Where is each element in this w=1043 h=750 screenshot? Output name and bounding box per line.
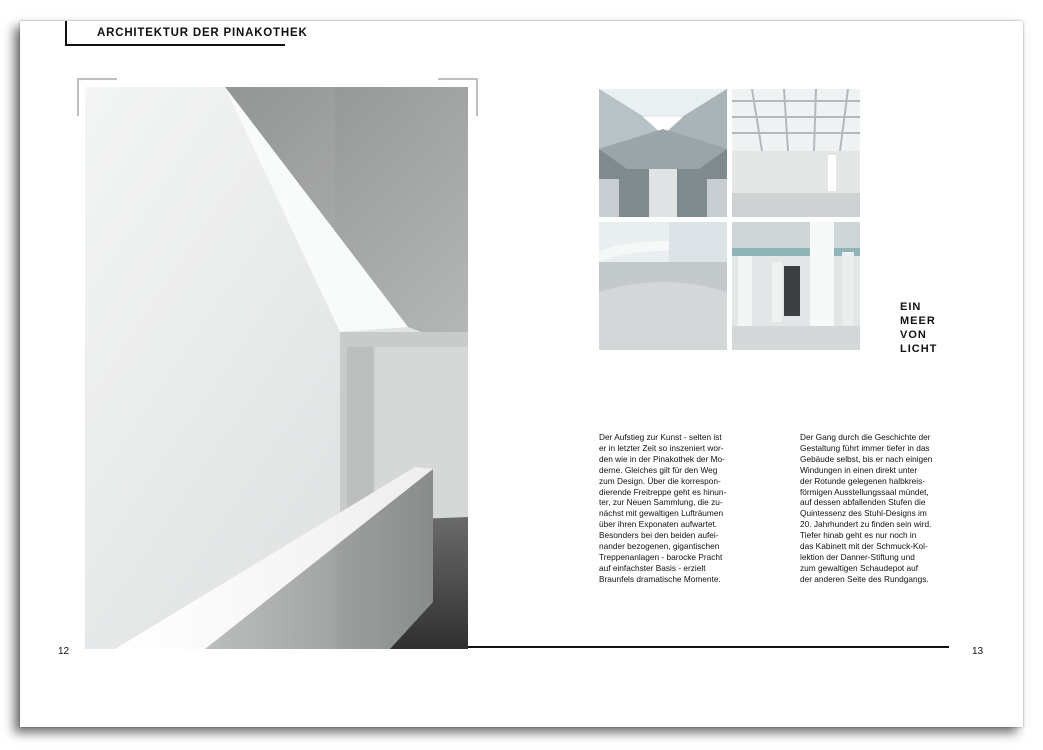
text-line: Braunfels dramatische Momente. bbox=[599, 573, 721, 584]
article-column-1 bbox=[599, 432, 732, 585]
text-line: Gestaltung führt immer tiefer in das bbox=[800, 442, 930, 453]
text-line: auf einfachster Basis - erzielt bbox=[599, 562, 706, 573]
text-line: 20. Jahrhundert zu finden sein wird. bbox=[800, 519, 932, 530]
page-number-left: 12 bbox=[58, 646, 70, 657]
text-line: der anderen Seite des Rundgangs. bbox=[800, 573, 929, 584]
text-line: lektion der Danner-Stiftung und bbox=[800, 551, 915, 562]
text-line: zum Design. Über die korrespon- bbox=[599, 475, 721, 486]
thumbnail-skylight-beams bbox=[599, 89, 727, 217]
text-line: Der Gang durch die Geschichte der bbox=[800, 432, 931, 442]
hero-photo-staircase bbox=[85, 87, 468, 649]
thumbnail-rotunda-curves bbox=[599, 222, 727, 350]
text-line: über ihren Exponaten aufwartet. bbox=[599, 519, 718, 530]
text-line: Der Aufstieg zur Kunst - selten ist bbox=[599, 432, 722, 442]
header-title bbox=[65, 21, 308, 46]
text-line: Quintessenz des Stuhl-Designs im bbox=[800, 508, 927, 519]
header-title-text: ARCHITEKTUR DER PINAKOTHEK bbox=[97, 27, 308, 39]
text-line: Tiefer hinab geht es nur noch in bbox=[800, 530, 917, 541]
text-line: der Rotunde gelegenen halbkreis- bbox=[800, 475, 926, 486]
text-line: dierende Freitreppe geht es hinun- bbox=[599, 486, 727, 497]
text-line: Besonders bei den beiden aufei- bbox=[599, 530, 719, 541]
text-line: auf dessen abfallenden Stufen die bbox=[800, 497, 926, 508]
text-line: zum gewaltigen Schaudepot auf bbox=[800, 562, 919, 573]
text-line: förmigen Ausstellungssaal mündet, bbox=[800, 486, 929, 497]
article-column-2 bbox=[800, 432, 933, 585]
text-line: Windungen in einen direkt unter bbox=[800, 464, 918, 475]
text-line: das Kabinett mit der Schmuck-Kol- bbox=[800, 541, 928, 552]
text-line: nächst mit gewaltigen Lufträumen bbox=[599, 508, 724, 519]
side-title-line: MEER bbox=[900, 315, 936, 327]
text-line: den wie in der Pinakothek der Mo- bbox=[599, 453, 725, 464]
side-title bbox=[900, 300, 937, 356]
bottom-rule bbox=[468, 646, 949, 648]
page-number-right: 13 bbox=[972, 646, 984, 657]
magazine-spread bbox=[20, 21, 1023, 727]
thumbnail-gallery-hall bbox=[732, 89, 860, 217]
text-line: er in letzter Zeit so inszeniert wor- bbox=[599, 442, 724, 453]
text-line: derne. Gleiches gilt für den Weg bbox=[599, 464, 718, 475]
text-line: Treppenanlagen - barocke Pracht bbox=[599, 551, 723, 562]
side-title-line: VON bbox=[900, 329, 927, 341]
text-line: Gebäude selbst, bis er nach einigen bbox=[800, 453, 933, 464]
text-line: ter, zur Neuen Sammlung, die zu- bbox=[599, 497, 723, 508]
side-title-line: EIN bbox=[900, 301, 922, 313]
side-title-line: LICHT bbox=[900, 343, 938, 355]
thumbnail-rotunda-columns bbox=[732, 222, 860, 350]
text-line: nander bezogenen, gigantischen bbox=[599, 541, 720, 552]
